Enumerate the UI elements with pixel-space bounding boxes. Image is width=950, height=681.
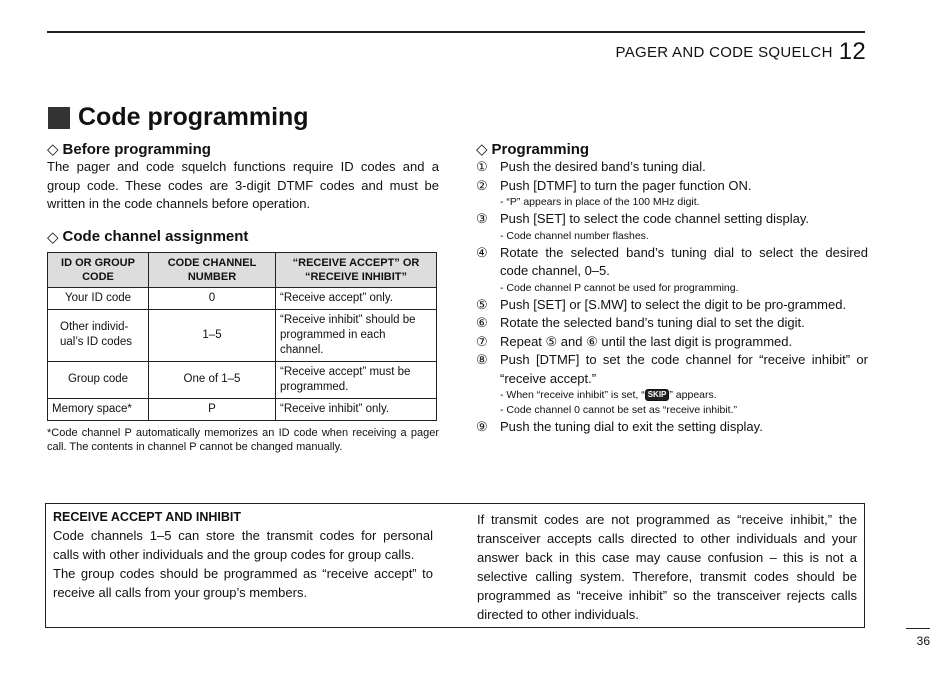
table-row [48, 398, 437, 420]
code-channel-table [47, 252, 437, 421]
subnote-text: ” appears. [669, 389, 717, 401]
box-left-text: Code channels 1–5 can store the transmit codes for personal calls with other individuals and the group codes for group calls. [53, 528, 433, 562]
table-cell: Your ID code [48, 287, 149, 309]
step-item [476, 418, 868, 437]
table-header: ID OR GROUP CODE [48, 252, 149, 287]
table-cell: Other individ-ual’s ID codes [48, 309, 149, 361]
diamond-icon: ◇ [47, 228, 59, 246]
table-cell: P [149, 398, 276, 420]
step-subnote [500, 388, 868, 403]
step-text: Push [DTMF] to turn the pager function ON. [500, 177, 752, 193]
page-header [616, 38, 867, 66]
table-cell: Memory space* [48, 398, 149, 420]
table-cell: 0 [149, 287, 276, 309]
page-title-text: Code programming [78, 103, 309, 131]
step-number: ⑥ [476, 315, 488, 330]
table-cell: “Receive inhibit” only. [276, 398, 437, 420]
step-item [476, 351, 868, 388]
step-text: Push [SET] or [S.MW] to select the digit to be pro-grammed. [500, 296, 847, 312]
table-header-row [48, 252, 437, 287]
step-subnote: - “P” appears in place of the 100 MHz digit. [500, 196, 700, 208]
step-item [476, 177, 868, 196]
step-number: ⑧ [476, 352, 488, 367]
page-title [48, 103, 309, 132]
chapter-number: 12 [838, 38, 866, 65]
before-heading: ◇ Before programming [47, 140, 211, 158]
table-cell: One of 1–5 [149, 361, 276, 398]
step-number: ③ [476, 211, 488, 226]
receive-accept-inhibit-box [45, 503, 865, 628]
table-header: “RECEIVE ACCEPT” OR “RECEIVE INHIBIT” [276, 252, 437, 287]
left-column [47, 140, 439, 454]
step-text: Rotate the selected band’s tuning dial to select the desired code channel, 0–5. [500, 244, 868, 278]
step-subnote: - Code channel number flashes. [500, 229, 649, 242]
table-cell: “Receive inhibit” should be programmed in each channel. [276, 309, 437, 361]
step-number: ⑨ [476, 419, 488, 434]
section-title: PAGER AND CODE SQUELCH [615, 44, 833, 61]
box-left-text-2: The group codes should be programmed as “receive accept” to receive all calls from your group’s members. [53, 566, 433, 600]
square-bullet-icon [48, 107, 70, 129]
box-right-text: If transmit codes are not programmed as “receive inhibit,” the transceiver accepts calls directed to other individuals and your answer back in this case may cause confusion – this is not a selective calling system. Therefore, transmit codes should be programmed as “receive inhibit” so the transceiver rejects calls directed to other individuals. [477, 512, 857, 622]
step-item [476, 210, 868, 229]
step-text: Push the desired band’s tuning dial. [500, 159, 706, 174]
box-heading: RECEIVE ACCEPT AND INHIBIT [53, 510, 241, 524]
step-number: ④ [476, 244, 488, 260]
assignment-heading: ◇ Code channel assignment [47, 228, 249, 246]
table-cell: “Receive accept” only. [276, 287, 437, 309]
step-number: ⑦ [476, 333, 488, 349]
step-item [476, 244, 868, 281]
table-row [48, 361, 437, 398]
step-item [476, 333, 868, 352]
right-column [476, 140, 868, 437]
step-subnote: - Code channel 0 cannot be set as “receive inhibit.” [500, 404, 737, 416]
table-row [48, 309, 437, 361]
table-row [48, 287, 437, 309]
programming-steps [476, 158, 868, 437]
header-rule [47, 31, 865, 33]
subnote-text: - When “receive inhibit” is set, “ [500, 389, 645, 401]
step-text: Repeat ⑤ and ⑥ until the last digit is programmed. [500, 333, 793, 349]
step-subnote: - Code channel P cannot be used for programming. [500, 281, 739, 294]
diamond-icon: ◇ [47, 141, 59, 158]
page-number: 36 [916, 634, 930, 648]
table-header: CODE CHANNEL NUMBER [149, 252, 276, 287]
table-cell: Group code [48, 361, 149, 398]
box-right [477, 510, 857, 624]
step-item [476, 314, 868, 333]
step-number: ② [476, 177, 488, 193]
box-left [53, 510, 433, 602]
programming-heading: ◇ Programming [476, 140, 590, 158]
page-number-rule [906, 628, 930, 629]
before-body: The pager and code squelch functions require ID codes and a group code. These codes are 3-digit DTMF codes and must be written in the code channels before operation. [47, 159, 439, 211]
table-cell: “Receive accept” must be programmed. [276, 361, 437, 398]
step-number: ⑤ [476, 296, 488, 312]
step-item [476, 158, 868, 177]
step-number: ① [476, 159, 488, 174]
diamond-icon: ◇ [476, 141, 488, 158]
table-footnote: *Code channel P automatically memorizes an ID code when receiving a pager call. The contents in channel P cannot be changed manually. [47, 426, 439, 453]
step-text: Push the tuning dial to exit the setting display. [500, 419, 763, 434]
step-text: Push [SET] to select the code channel setting display. [500, 211, 810, 226]
table-cell: 1–5 [149, 309, 276, 361]
skip-icon: SKIP [645, 389, 670, 401]
step-text: Rotate the selected band’s tuning dial to set the digit. [500, 315, 805, 330]
step-item [476, 296, 868, 315]
step-text: Push [DTMF] to set the code channel for “receive inhibit” or “receive accept.” [500, 352, 868, 386]
